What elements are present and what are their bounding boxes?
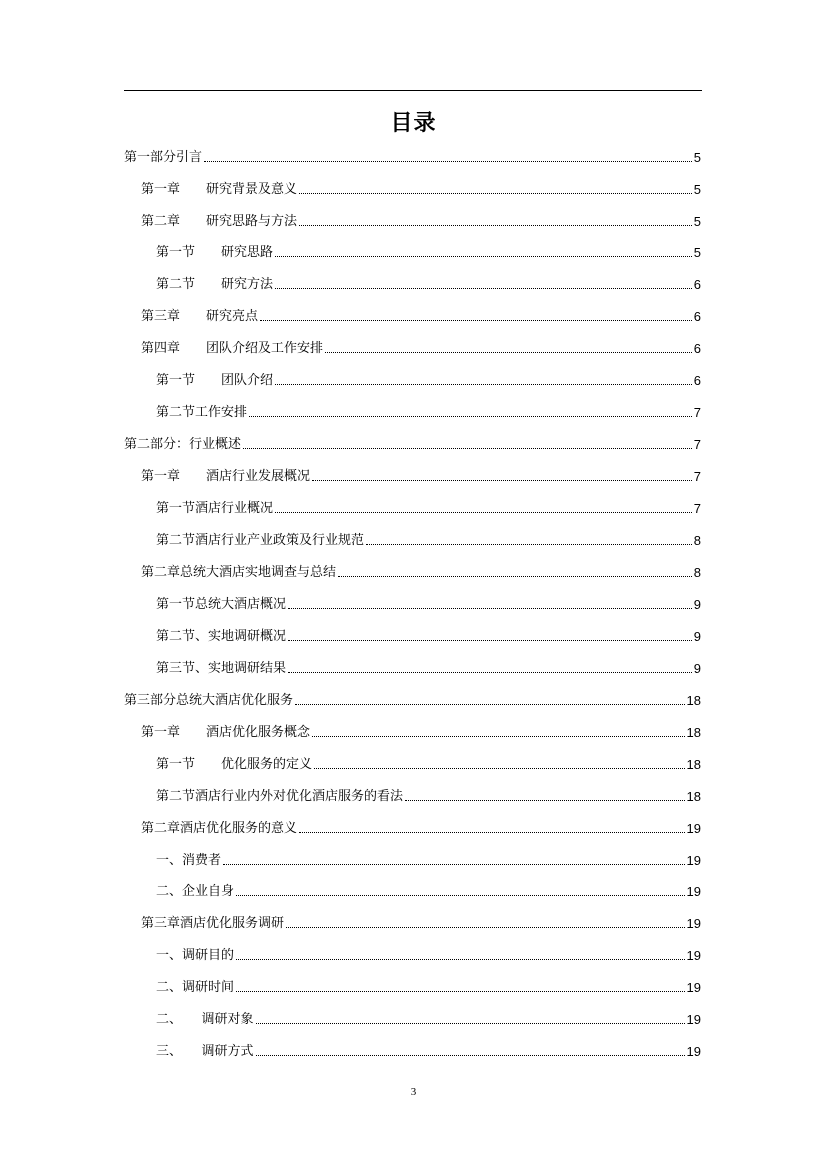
- toc-leader: [299, 193, 692, 194]
- toc-entry-page: 19: [686, 853, 701, 868]
- toc-entry-page: 6: [693, 341, 701, 356]
- toc-entry[interactable]: [124, 433, 701, 453]
- toc-leader: [243, 448, 692, 449]
- toc-leader: [260, 320, 692, 321]
- toc-entry-page: 19: [686, 948, 701, 963]
- toc-entry[interactable]: [156, 753, 701, 773]
- page-number: 3: [410, 1086, 417, 1098]
- toc-entry-page: 19: [686, 980, 701, 995]
- toc-leader: [204, 161, 692, 162]
- toc-entry[interactable]: [141, 210, 701, 230]
- toc-entry-label: 第一节总统大酒店概况: [156, 597, 287, 612]
- toc-leader: [236, 991, 685, 992]
- toc-entry-label: 第一节 团队介绍: [156, 373, 274, 388]
- toc-entry-page: 7: [693, 437, 701, 452]
- toc-entry-label: 三、 调研方式: [156, 1044, 254, 1059]
- toc-entry-page: 19: [686, 884, 701, 899]
- toc-leader: [288, 672, 692, 673]
- toc-leader: [249, 416, 692, 417]
- toc-entry[interactable]: [141, 337, 701, 357]
- toc-entry-label: 二、企业自身: [156, 884, 235, 899]
- toc-leader: [236, 895, 685, 896]
- toc-entry[interactable]: [156, 657, 701, 677]
- toc-entry-page: 6: [693, 277, 701, 292]
- toc-entry-page: 19: [686, 1044, 701, 1059]
- toc-leader: [275, 384, 692, 385]
- toc-entry-label: 第一章 研究背景及意义: [141, 182, 298, 197]
- toc-leader: [299, 225, 692, 226]
- toc-leader: [338, 576, 692, 577]
- toc-entry[interactable]: [156, 593, 701, 613]
- toc-entry-label: 第一章 酒店行业发展概况: [141, 469, 311, 484]
- toc-entry[interactable]: [156, 944, 701, 964]
- toc-entry-page: 6: [693, 373, 701, 388]
- toc-entry[interactable]: [156, 369, 701, 389]
- toc-entry-label: 第三章 研究亮点: [141, 309, 259, 324]
- toc-entry[interactable]: [156, 849, 701, 869]
- toc-entry[interactable]: [156, 625, 701, 645]
- toc-entry-page: 6: [693, 309, 701, 324]
- toc-entry[interactable]: [156, 529, 701, 549]
- toc-leader: [325, 352, 692, 353]
- toc-entry[interactable]: [141, 465, 701, 485]
- toc-entry-page: 8: [693, 565, 701, 580]
- toc-entry-label: 第二章酒店优化服务的意义: [141, 821, 298, 836]
- toc-entry-label: 第二节、实地调研概况: [156, 629, 287, 644]
- toc-leader: [366, 544, 692, 545]
- toc-entry-label: 二、调研时间: [156, 980, 235, 995]
- toc-entry[interactable]: [141, 721, 701, 741]
- toc-entry[interactable]: [156, 273, 701, 293]
- toc-entry-label: 第一节酒店行业概况: [156, 501, 274, 516]
- toc-leader: [275, 288, 692, 289]
- toc-entry-page: 18: [686, 725, 701, 740]
- toc-entry-page: 19: [686, 1012, 701, 1027]
- toc-entry-label: 第三节、实地调研结果: [156, 661, 287, 676]
- toc-leader: [288, 608, 692, 609]
- toc-leader: [275, 512, 692, 513]
- toc-entry-page: 7: [693, 501, 701, 516]
- toc-entry-page: 9: [693, 629, 701, 644]
- toc-entry[interactable]: [141, 305, 701, 325]
- toc-entry-label: 第二章 研究思路与方法: [141, 214, 298, 229]
- toc-entry-label: 一、消费者: [156, 853, 222, 868]
- toc-entry-page: 7: [693, 469, 701, 484]
- toc-entry[interactable]: [156, 785, 701, 805]
- toc-entry[interactable]: [156, 976, 701, 996]
- toc-entry-page: 19: [686, 821, 701, 836]
- toc-entry[interactable]: [141, 817, 701, 837]
- toc-leader: [223, 864, 685, 865]
- toc-entry-label: 第一节 优化服务的定义: [156, 757, 313, 772]
- toc-entry-page: 5: [693, 182, 701, 197]
- toc-leader: [288, 640, 692, 641]
- toc-entry[interactable]: [124, 146, 701, 166]
- toc-title: 目录: [390, 111, 437, 136]
- toc-entry-label: 一、调研目的: [156, 948, 235, 963]
- toc-leader: [299, 832, 685, 833]
- toc-leader: [314, 768, 685, 769]
- toc-entry-label: 二、 调研对象: [156, 1012, 254, 1027]
- toc-entry-page: 5: [693, 214, 701, 229]
- toc-entry[interactable]: [156, 401, 701, 421]
- toc-entry-label: 第一部分引言: [124, 150, 203, 165]
- toc-entry-label: 第二节工作安排: [156, 405, 248, 420]
- toc-entry-page: 18: [686, 757, 701, 772]
- toc-entry[interactable]: [156, 880, 701, 900]
- toc-entry-page: 18: [686, 789, 701, 804]
- toc-leader: [256, 1055, 685, 1056]
- toc-entry-label: 第三部分总统大酒店优化服务: [124, 693, 294, 708]
- toc-entry[interactable]: [141, 912, 701, 932]
- toc-entry-page: 5: [693, 245, 701, 260]
- toc-leader: [256, 1023, 685, 1024]
- toc-entry-label: 第四章 团队介绍及工作安排: [141, 341, 324, 356]
- toc-leader: [236, 959, 685, 960]
- toc-entry[interactable]: [141, 178, 701, 198]
- toc-entry[interactable]: [156, 1040, 701, 1060]
- toc-leader: [312, 480, 692, 481]
- toc-entry[interactable]: [156, 1008, 701, 1028]
- toc-leader: [312, 736, 685, 737]
- toc-entry[interactable]: [124, 689, 701, 709]
- toc-entry-page: 7: [693, 405, 701, 420]
- toc-leader: [295, 704, 685, 705]
- toc-leader: [286, 927, 685, 928]
- toc-entry-page: 8: [693, 533, 701, 548]
- toc-entry-label: 第二部分：行业概述: [124, 437, 242, 452]
- toc-entry-label: 第一章 酒店优化服务概念: [141, 725, 311, 740]
- toc-entry-label: 第三章酒店优化服务调研: [141, 916, 285, 931]
- toc-entry-label: 第二章总统大酒店实地调查与总结: [141, 565, 337, 580]
- toc-entry[interactable]: [156, 497, 701, 517]
- toc-entry-label: 第二节酒店行业内外对优化酒店服务的看法: [156, 789, 404, 804]
- toc-entry-page: 19: [686, 916, 701, 931]
- toc-entry-label: 第二节酒店行业产业政策及行业规范: [156, 533, 365, 548]
- toc-entry-page: 5: [693, 150, 701, 165]
- toc-entry[interactable]: [156, 241, 701, 261]
- toc-entry-label: 第一节 研究思路: [156, 245, 274, 260]
- toc-entry-page: 18: [686, 693, 701, 708]
- header-rule: [124, 90, 702, 91]
- toc-entry[interactable]: [141, 561, 701, 581]
- toc-entry-page: 9: [693, 597, 701, 612]
- toc-leader: [275, 256, 692, 257]
- toc-entry-label: 第二节 研究方法: [156, 277, 274, 292]
- toc-leader: [405, 800, 685, 801]
- toc-entry-page: 9: [693, 661, 701, 676]
